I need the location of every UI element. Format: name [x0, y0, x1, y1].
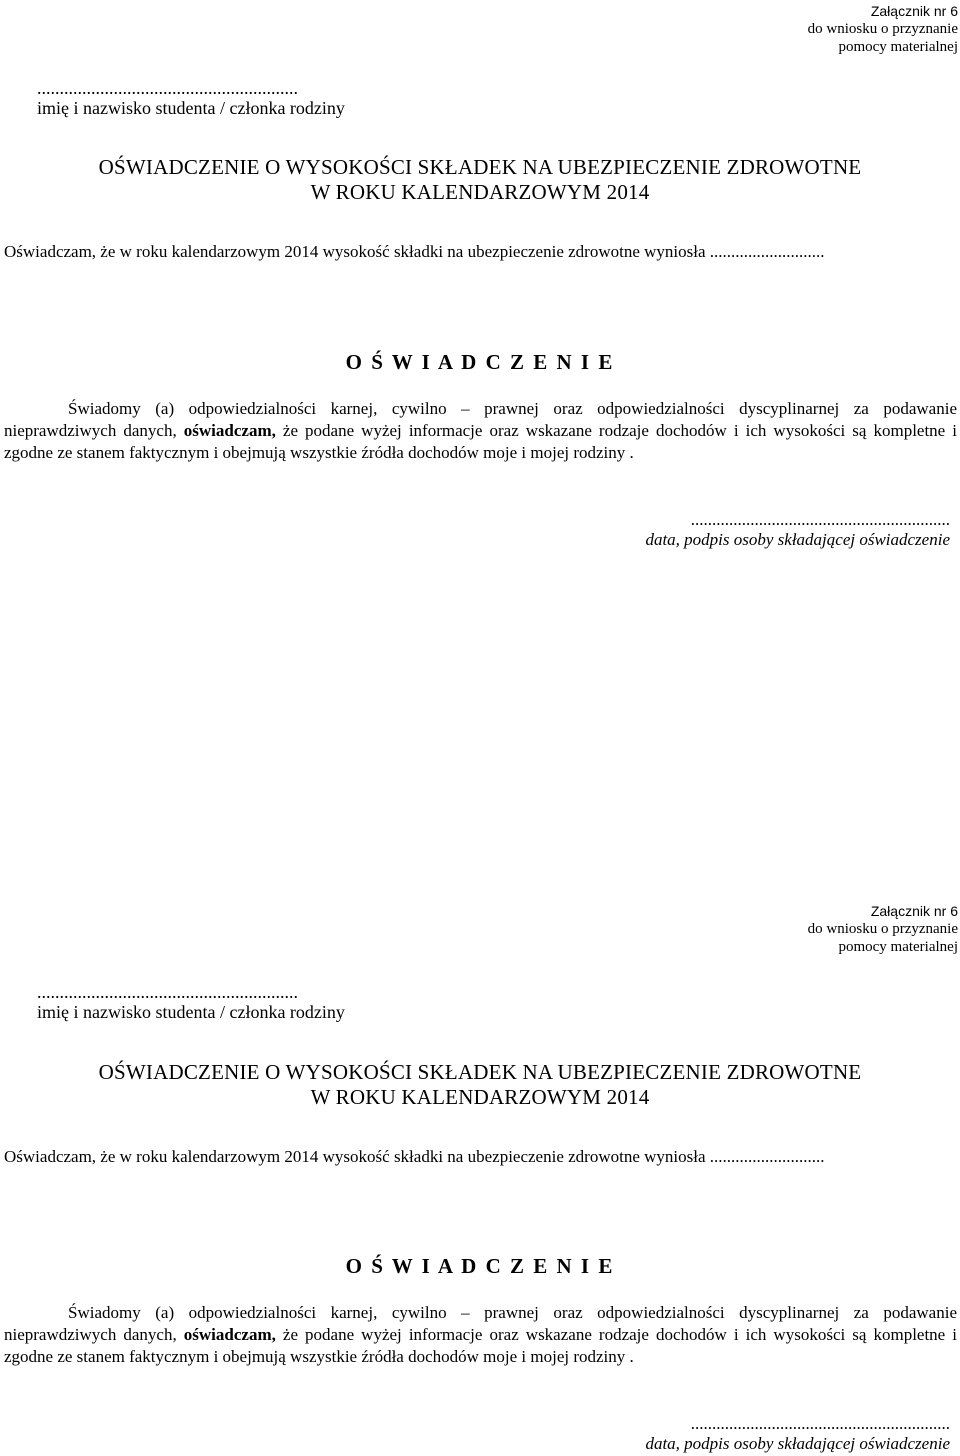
form-title: [0, 155, 960, 205]
signature-caption: data, podpis osoby składającej oświadczenie: [645, 1434, 950, 1453]
declaration-text: [4, 398, 957, 464]
name-dotted-line: ..........................................................: [37, 982, 298, 1002]
form-title-line-1: OŚWIADCZENIE O WYSOKOŚCI SKŁADEK NA UBEZPIECZENIE ZDROWOTNE: [98, 155, 862, 179]
name-dotted-line: ..........................................................: [37, 78, 298, 98]
form-title-line-2: W ROKU KALENDARZOWYM 2014: [310, 180, 650, 204]
declaration-text-part-1: Świadomy (a) odpowiedzialności karnej, cywilno – prawnej oraz odpowiedzialności dyscyplinarnej za podawanie nieprawdziwych danych,: [4, 399, 957, 440]
name-field: [37, 982, 345, 1022]
attachment-line-3: pomocy materialnej: [838, 939, 958, 955]
attachment-line-3: pomocy materialnej: [838, 39, 958, 55]
declaration-bold-word: oświadczam,: [183, 421, 276, 440]
attachment-number: Załącznik nr 6: [870, 3, 958, 19]
signature-caption: data, podpis osoby składającej oświadczenie: [645, 530, 950, 549]
attachment-note: [698, 902, 958, 956]
declaration-text-part-2: że podane wyżej informacje oraz wskazane rodzaje dochodów i ich wysokości są kompletne i zgodne ze stanem faktycznym i obejmują wszystkie źródła dochodów moje i mojej rodziny .: [4, 1325, 957, 1366]
name-caption: imię i nazwisko studenta / członka rodziny: [37, 98, 345, 118]
attachment-line-2: do wniosku o przyznanie: [807, 21, 958, 37]
declaration-bold-word: oświadczam,: [183, 1325, 276, 1344]
form-title: [0, 1060, 960, 1110]
form-title-line-1: OŚWIADCZENIE O WYSOKOŚCI SKŁADEK NA UBEZPIECZENIE ZDROWOTNE: [98, 1060, 862, 1084]
declaration-heading: O Ś W I A D C Z E N I E: [345, 350, 615, 374]
contribution-statement: Oświadczam, że w roku kalendarzowym 2014 wysokość składki na ubezpieczenie zdrowotne wyniosła ...........................: [4, 242, 825, 261]
signature-dotted-line: .............................................................: [690, 1414, 950, 1433]
attachment-number: Załącznik nr 6: [870, 903, 958, 919]
signature-dotted-line: .............................................................: [690, 510, 950, 529]
declaration-text: [4, 1302, 957, 1368]
signature-field: [645, 1414, 950, 1454]
name-field: [37, 78, 345, 118]
name-caption: imię i nazwisko studenta / członka rodziny: [37, 1002, 345, 1022]
attachment-note: [698, 2, 958, 56]
contribution-statement: Oświadczam, że w roku kalendarzowym 2014 wysokość składki na ubezpieczenie zdrowotne wyniosła ...........................: [4, 1147, 825, 1166]
declaration-text-part-2: że podane wyżej informacje oraz wskazane rodzaje dochodów i ich wysokości są kompletne i zgodne ze stanem faktycznym i obejmują wszystkie źródła dochodów moje i mojej rodziny .: [4, 421, 957, 462]
declaration-heading: O Ś W I A D C Z E N I E: [345, 1254, 615, 1278]
signature-field: [645, 510, 950, 550]
attachment-line-2: do wniosku o przyznanie: [807, 921, 958, 937]
form-title-line-2: W ROKU KALENDARZOWYM 2014: [310, 1085, 650, 1109]
declaration-text-part-1: Świadomy (a) odpowiedzialności karnej, cywilno – prawnej oraz odpowiedzialności dyscyplinarnej za podawanie nieprawdziwych danych,: [4, 1303, 957, 1344]
